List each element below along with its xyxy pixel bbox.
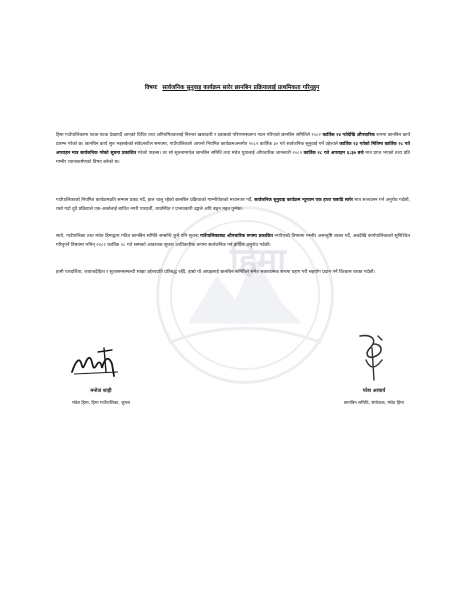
left-signatory-name: मनोज शाही bbox=[90, 388, 112, 394]
left-signature-block bbox=[56, 388, 146, 406]
subject-line bbox=[0, 83, 464, 91]
left-signatory-title: मंचेत हिमा, हिमा गाउँपालिका, जुम्ला bbox=[72, 401, 130, 406]
watermark-seal-icon bbox=[150, 200, 340, 390]
paragraph-2 bbox=[56, 196, 410, 214]
watermark-text: हिमा bbox=[230, 241, 286, 281]
text-run: साथै, गाउँपालिका तथा मंचेत हिमाद्वारा गठित छानबिन समिति सम्बन्धि कुनै पनि सूचना bbox=[56, 234, 201, 239]
right-signature-icon bbox=[352, 330, 392, 385]
text-run: मात्र सञ्चालन गर्न अनुरोध गर्दछौं, यसो गर्दा दुवै प्रक्रियाले एक-अर्कालाई बाधित नगरी पारदर्शी, व्यवस्थित र प्रभावकारी ढङ्गले अघि बढ्न मद्दत पुग्नेछ। bbox=[56, 198, 411, 212]
bold-text-run: कार्तिक २३ गतेको मितिमा कार्तिक २८ गते अपराहन मात्र सार्वजनिक गरेको सूचना प्रकाशित bbox=[56, 142, 410, 156]
text-run: हामी पारदर्शिता, जवाफदेहिता र सुशासनसम्बन्धी साझा उद्देश्यप्रति प्रतिबद्ध रहँदै, हाम्रो यो आग्रहलाई छानबिन समितिले समेत सकारात्मक रूपमा ग्रहण गरी सहयोग प्रदान गर्ने विश्वास व्यक्त गर्दछौं। bbox=[56, 270, 376, 275]
text-run: रूपमा छानबिन कार्य प्रारम्भ गरेको छ। छानबिन कार्य सुरु भइसकेको संवेदनशील समयमा, गाउँपालिकाले आफ्नो नियमित कार्यक्रमअन्तर्गत २०८२ कार्तिक ३० गते सार्वजनिक सुनुवाई गर्ने उद्देश्यले bbox=[56, 133, 410, 147]
subject-text: सार्वजनिक सुनुवाइ कार्यक्रम सारेर छानबिन प्रक्रियालाई प्राथमिकता गरिनुहुन bbox=[162, 85, 320, 91]
text-run: हिमा गाउँपालिकामा पटक-पटक देखापर्दै आएको विधिर तथा अनियमिततालाई निरन्तर खबरदारी र दबाबको परिणामस्वरूप गठन गरिएको छानबिन समितिले २०८२ bbox=[56, 133, 323, 138]
paragraph-1 bbox=[56, 131, 410, 167]
paragraph-text bbox=[56, 196, 410, 214]
bold-text-run: कार्तिक २४ गतेदेखि औपचारिक bbox=[322, 133, 375, 138]
right-signature-block bbox=[318, 388, 430, 406]
bold-text-run: गाउँपालिकाबाट औपचारिक रूपमा प्रकाशित bbox=[200, 234, 273, 239]
paragraph-text bbox=[56, 268, 410, 277]
text-run: नगरिएको विषयमा गम्भीर असन्तुष्टि व्यक्त गर्दै, अबदेखि कार्यपालिकाको सुनिश्चित गरिनुपर्ने विषयमा भनिन् २०८२ कार्तिक २८ गते सम्मको आवश्यक सूचना आधिकारिक रूपमा सार्वजनिक गर्न हार्दिक अनुरोध गर्दछौं। bbox=[56, 234, 410, 248]
left-signature-icon bbox=[68, 342, 128, 382]
subject-label: विषयः bbox=[144, 85, 158, 91]
text-run: गरेको पाइन्छ। तर सो सूचनामार्फत छानबिन समिति तथा मंचेत युवालाई औपचारिक जानकारी २०८२ bbox=[136, 151, 304, 156]
paragraph-3 bbox=[56, 232, 410, 250]
paragraph-4 bbox=[56, 268, 410, 277]
paragraph-text bbox=[56, 131, 410, 167]
right-signatory-name: परेश आचार्य bbox=[362, 388, 386, 394]
paragraph-text bbox=[56, 232, 410, 250]
right-signatory-title: छानबिन समिति, संयोजक, मंचेत हिमा bbox=[344, 401, 404, 406]
bold-text-run: सार्वजनिक सुनुवाइ कार्यक्रम न्यूनतम एक हप्ता पछाडि सारेर bbox=[254, 198, 353, 203]
text-run: गाउँपालिकाको नियमित कार्यक्रमप्रति सम्मान प्रकट गर्दै, हाल चालु रहेको छानबिन प्रक्रियाको गाम्भीर्यताको मध्यनजर गर्दै, bbox=[56, 198, 255, 203]
bold-text-run: कार्तिक २८ गते अपराहन ६:३७ बजे bbox=[303, 151, 364, 156]
text-run: मात्र प्राप्त भएको तथ्य प्रति गम्भीर ध्यानाकर्षणको विषय बनेको छ। bbox=[56, 151, 410, 165]
